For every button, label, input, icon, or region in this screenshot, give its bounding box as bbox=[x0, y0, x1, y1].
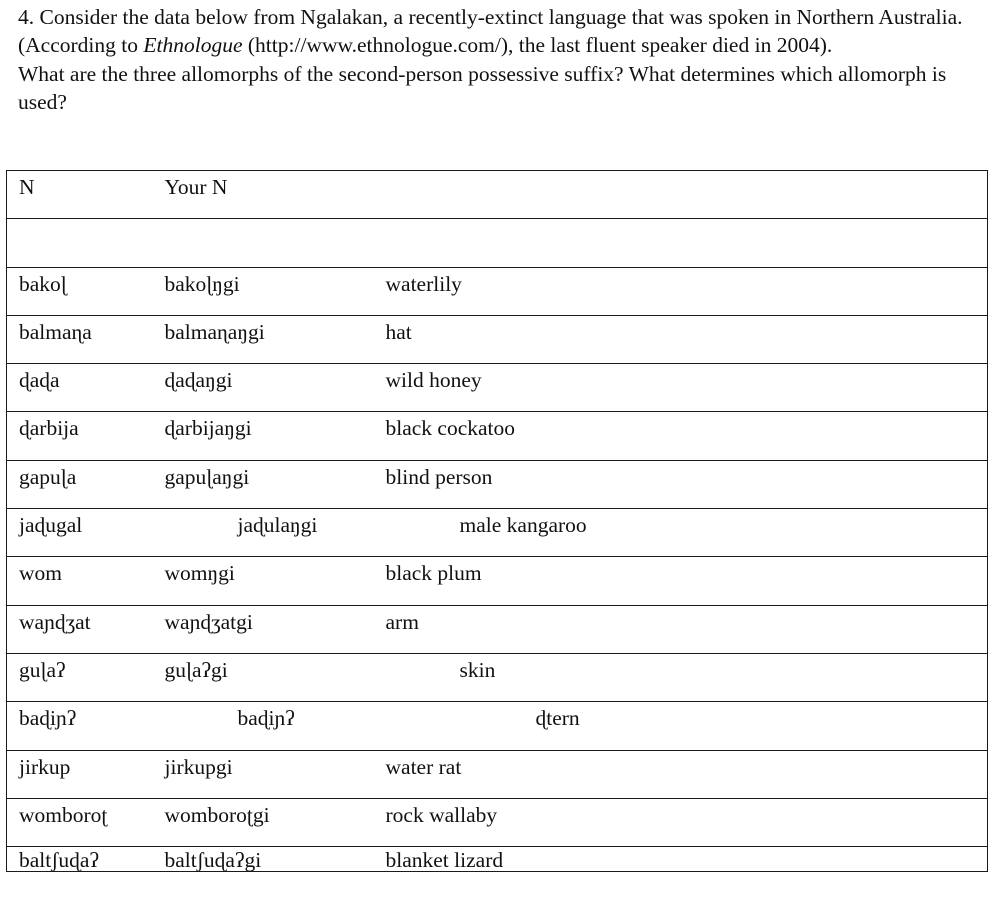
gloss-cell: water rat bbox=[385, 754, 462, 779]
table-cell bbox=[375, 315, 988, 363]
table-cell bbox=[154, 412, 375, 460]
table-row bbox=[7, 557, 988, 605]
gloss-cell: blind person bbox=[385, 464, 493, 489]
gloss-cell: rock wallaby bbox=[385, 802, 498, 827]
gloss-cell: arm bbox=[385, 609, 419, 634]
table-cell bbox=[7, 267, 154, 315]
table-cell bbox=[375, 798, 988, 846]
table-row bbox=[7, 315, 988, 363]
question-paragraph-2: What are the three allomorphs of the second-person possessive suffix? What determines which allomorph is used? bbox=[18, 61, 947, 115]
noun-cell: baltʃuɖaʔ bbox=[19, 848, 99, 873]
noun-cell: waɲɖʒat bbox=[19, 609, 91, 634]
table-cell bbox=[7, 750, 154, 798]
table-cell bbox=[154, 750, 375, 798]
table-cell bbox=[7, 653, 154, 701]
table-row bbox=[7, 798, 988, 846]
noun-cell: ɖaɖa bbox=[19, 368, 60, 393]
possessed-cell: womŋgi bbox=[164, 561, 235, 586]
noun-cell: womboroʈ bbox=[19, 802, 108, 827]
noun-cell: jirkup bbox=[19, 754, 71, 779]
possessed-cell: baɖiɲʔ bbox=[237, 706, 295, 731]
table-row bbox=[7, 847, 988, 872]
question-intro: 4. Consider the data below from Ngalakan, a recently-extinct language that was spoken in Northern Australia. (According to bbox=[18, 5, 963, 58]
table-cell bbox=[375, 605, 988, 653]
table-cell bbox=[154, 557, 375, 605]
gloss-cell: black plum bbox=[385, 561, 482, 586]
ethnologue-title: Ethnologue bbox=[143, 33, 243, 58]
table-cell bbox=[375, 509, 988, 557]
question-text bbox=[18, 3, 978, 117]
table-cell bbox=[7, 557, 154, 605]
gloss-cell: male kangaroo bbox=[459, 513, 587, 538]
gloss-cell: waterlily bbox=[385, 271, 462, 296]
table-cell bbox=[375, 412, 988, 460]
table-cell bbox=[154, 315, 375, 363]
table-cell bbox=[7, 460, 154, 508]
noun-cell: jaɖugal bbox=[19, 513, 83, 538]
table-cell bbox=[154, 219, 375, 267]
table-cell bbox=[154, 702, 375, 750]
ngalakan-data-table bbox=[6, 170, 988, 872]
table-cell bbox=[375, 702, 988, 750]
possessed-cell: ɖarbijaŋgi bbox=[164, 416, 252, 441]
table-cell bbox=[7, 605, 154, 653]
possessed-cell: gapuɭaŋgi bbox=[164, 464, 250, 489]
table-cell bbox=[154, 267, 375, 315]
gloss-cell: ɖtern bbox=[535, 706, 580, 731]
possessed-cell: jaɖulaŋgi bbox=[237, 513, 318, 538]
noun-cell: bakoɭ bbox=[19, 271, 67, 296]
table-cell bbox=[154, 798, 375, 846]
table-row bbox=[7, 605, 988, 653]
table-row bbox=[7, 750, 988, 798]
possessed-cell: ɖaɖaŋgi bbox=[164, 368, 233, 393]
table-cell bbox=[375, 847, 988, 872]
table-header-row bbox=[7, 171, 988, 219]
gloss-cell: black cockatoo bbox=[385, 416, 516, 441]
possessed-cell: balmaɳaŋgi bbox=[164, 319, 265, 344]
table-cell bbox=[154, 509, 375, 557]
table-cell bbox=[375, 267, 988, 315]
header-cell bbox=[7, 171, 154, 219]
table-row bbox=[7, 219, 988, 267]
table-row bbox=[7, 702, 988, 750]
table-row bbox=[7, 509, 988, 557]
table-cell bbox=[154, 653, 375, 701]
table-cell bbox=[7, 412, 154, 460]
table-cell bbox=[7, 364, 154, 412]
table-cell bbox=[7, 219, 154, 267]
table-cell bbox=[154, 460, 375, 508]
table-cell bbox=[154, 847, 375, 872]
noun-cell: gapuɭa bbox=[19, 464, 77, 489]
table-cell bbox=[7, 509, 154, 557]
table-row bbox=[7, 364, 988, 412]
possessed-cell: womboroʈgi bbox=[164, 802, 270, 827]
noun-cell: baɖiɲʔ bbox=[19, 706, 77, 731]
table-row bbox=[7, 653, 988, 701]
header-cell bbox=[375, 171, 988, 219]
question-paragraph-1 bbox=[18, 3, 978, 60]
table-cell bbox=[375, 653, 988, 701]
possessed-cell: jirkupgi bbox=[164, 754, 233, 779]
table-row bbox=[7, 267, 988, 315]
noun-cell: balmaɳa bbox=[19, 319, 92, 344]
question-intro-end: (http://www.ethnologue.com/), the last fluent speaker died in 2004). bbox=[242, 33, 833, 58]
noun-cell: ɖarbija bbox=[19, 416, 79, 441]
table-cell bbox=[154, 605, 375, 653]
table-row bbox=[7, 412, 988, 460]
possessed-cell: baltʃuɖaʔgi bbox=[164, 848, 262, 873]
table-cell bbox=[375, 219, 988, 267]
table-row bbox=[7, 460, 988, 508]
possessed-cell: waɲɖʒatgi bbox=[164, 609, 253, 634]
header-noun: N bbox=[19, 175, 35, 199]
gloss-cell: skin bbox=[459, 657, 496, 682]
table-cell bbox=[375, 750, 988, 798]
noun-cell: guɭaʔ bbox=[19, 657, 66, 682]
table-cell bbox=[7, 798, 154, 846]
gloss-cell: hat bbox=[385, 319, 412, 344]
table-cell bbox=[7, 315, 154, 363]
table-cell bbox=[154, 364, 375, 412]
header-cell bbox=[154, 171, 375, 219]
table-cell bbox=[375, 557, 988, 605]
gloss-cell: wild honey bbox=[385, 368, 482, 393]
possessed-cell: guɭaʔgi bbox=[164, 657, 228, 682]
table-cell bbox=[7, 702, 154, 750]
table-cell bbox=[375, 460, 988, 508]
noun-cell: wom bbox=[19, 561, 62, 586]
table-cell bbox=[7, 847, 154, 872]
possessed-cell: bakoɭŋgi bbox=[164, 271, 240, 296]
gloss-cell: blanket lizard bbox=[385, 848, 504, 873]
header-your-noun: Your N bbox=[164, 175, 228, 199]
table-cell bbox=[375, 364, 988, 412]
